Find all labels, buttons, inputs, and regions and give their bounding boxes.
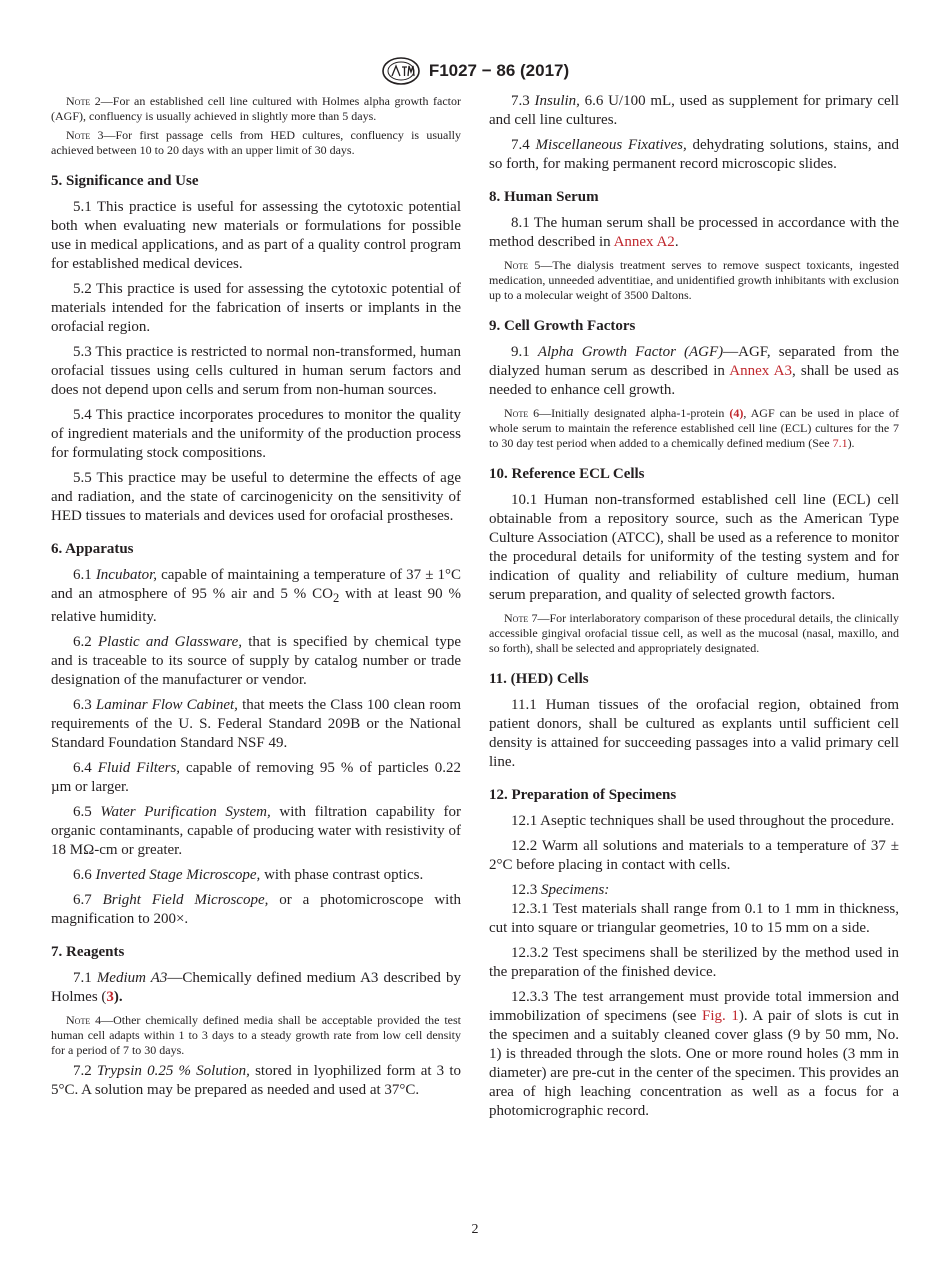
paragraph-6-3: 6.3 Laminar Flow Cabinet, that meets the Class 100 clean room requirements of the U. S. Federal Standard 209B or the National Standard Foundation Standard NSF 49. [51, 697, 462, 751]
paragraph-12-3-3: 12.3.3 The test arrangement must provide total immersion and immobilization of specimens (see Fig. 1). A pair of slots is cut in the specimen and a suitably cleaned cover glass (9 by 50 mm, No. 1) is threaded through the slots. One or more round holes (3 mm in diameter) are pre-cut in the center of the specimen. This provides an area of high leaching concentration as well as a focus for a photomicrographic record. [489, 989, 899, 1119]
paragraph-5-4: 5.4 This practice incorporates procedures to monitor the quality of ingredient materials and the uniformity of the production process for formulating stock compositions. [51, 407, 461, 461]
paragraph-12-1: 12.1 Aseptic techniques shall be used throughout the procedure. [511, 813, 895, 829]
note-4: Note 4—Other chemically defined media shall be acceptable provided the test human cell adapts within 1 to 3 days to a steady growth rate from low cell density for a period of 7 to 30 days. [51, 1013, 461, 1057]
reference-link-3[interactable]: 3 [106, 989, 114, 1005]
section-12-heading: 12. Preparation of Specimens [489, 787, 677, 803]
document-designation: F1027 − 86 (2017) [428, 61, 570, 80]
paragraph-7-3: 7.3 Insulin, 6.6 U/100 mL, used as supplement for primary cell and cell line cultures. [489, 93, 900, 128]
note-3: Note 3—For first passage cells from HED cultures, confluency is usually achieved between 10 to 20 days with an upper limit of 30 days. [51, 128, 461, 157]
paragraph-5-2: 5.2 This practice is used for assessing the cytotoxic potential of materials intended for the fabrication of inserts or implants in the orofacial region. [51, 281, 461, 335]
note-6: Note 6—Initially designated alpha-1-protein (4), AGF can be used in place of whole serum to maintain the reference established cell line (ECL) cultures for the 7 to 30 day test period when added to a chemically defined medium (See 7.1). [489, 406, 899, 450]
paragraph-6-7: 6.7 Bright Field Microscope, or a photomicroscope with magnification to 200×. [51, 892, 461, 927]
section-5-heading: 5. Significance and Use [51, 173, 199, 189]
paragraph-5-3: 5.3 This practice is restricted to normal non-transformed, human orofacial tissues using cells cultured in human serum factors and does not depend upon cells and serum from non-human sources. [51, 344, 461, 398]
section-9-heading: 9. Cell Growth Factors [489, 318, 636, 334]
paragraph-6-6: 6.6 Inverted Stage Microscope, with phase contrast optics. [73, 867, 424, 883]
reference-link-4[interactable]: (4) [729, 406, 744, 420]
section-7-heading: 7. Reagents [51, 944, 125, 960]
paragraph-7-2: 7.2 Trypsin 0.25 % Solution, stored in lyophilized form at 3 to 5°C. A solution may be prepared as needed and used at 37°C. [51, 1063, 462, 1098]
note-7: Note 7—For interlaboratory comparison of these procedural details, the clinically accessible gingival orofacial tissue cell, as well as the mucosal (nasal, maxillo, and so forth), shall be selected and appropriately designated. [489, 611, 899, 655]
paragraph-10-1: 10.1 Human non-transformed established cell line (ECL) cell obtainable from a repository source, such as the American Type Culture Association (ATCC), shall be used as a reference to monitor the procedural details for uniformity of the testing system and for indication of quality and reliability of culture medium, human serum preparation, and quality of selected growth factors. [489, 492, 899, 603]
page-header [0, 56, 950, 86]
page-number: 2 [471, 1222, 479, 1237]
paragraph-11-1: 11.1 Human tissues of the orofacial region, obtained from patient donors, shall be cultured as explants until sufficient cell density is attained for succeeding passages into a valid primary cell line. [489, 697, 899, 770]
paragraph-5-5: 5.5 This practice may be useful to determine the effects of age and radiation, and the state of carcinogenicity on the sensitivity of HED tissues to materials and devices used for orofacial prostheses. [51, 470, 461, 524]
right-column [489, 92, 899, 1127]
section-8-heading: 8. Human Serum [489, 189, 599, 205]
note-5: Note 5—The dialysis treatment serves to remove suspect toxicants, ingested medication, unneeded adventitiae, and unidentified growth inhibitants with exclusion up to a molecular weight of 3500 Daltons. [489, 258, 899, 302]
paragraph-12-3-2: 12.3.2 Test specimens shall be sterilized by the method used in the preparation of the finished device. [489, 945, 899, 980]
paragraph-12-2: 12.2 Warm all solutions and materials to a temperature of 37 ± 2°C before placing in contact with cells. [489, 838, 899, 873]
annex-a2-link[interactable]: Annex A2 [613, 234, 675, 250]
paragraph-7-4: 7.4 Miscellaneous Fixatives, dehydrating solutions, stains, and so forth, for making permanent record microscopic slides. [489, 137, 900, 172]
paragraph-5-1: 5.1 This practice is useful for assessing the cytotoxic potential both when evaluating new materials or formulations for possible use in medical applications, and as part of a quality control program for established medical devices. [51, 199, 461, 272]
paragraph-6-1: 6.1 Incubator, capable of maintaining a temperature of 37 ± 1°C and an atmosphere of 95 % air and 5 % $CO_2$ with at least 90 % relative humidity. [51, 567, 461, 625]
left-column [51, 92, 461, 1106]
section-10-heading: 10. Reference ECL Cells [489, 466, 645, 482]
section-6-heading: 6. Apparatus [51, 541, 134, 557]
annex-a3-link[interactable]: Annex A3 [729, 363, 792, 379]
paragraph-8-1: 8.1 The human serum shall be processed in accordance with the method described in Annex A2. [489, 215, 899, 250]
paragraph-6-5: 6.5 Water Purification System, with filtration capability for organic contaminants, capable of producing water with resistivity of 18 MΩ-cm or greater. [51, 804, 461, 858]
paragraph-9-1: 9.1 Alpha Growth Factor (AGF)—AGF, separated from the dialyzed human serum as described in Annex A3, shall be used as needed to enhance cell growth. [489, 344, 900, 398]
paragraph-6-4: 6.4 Fluid Filters, capable of removing 95 % of particles 0.22 µm or larger. [51, 760, 461, 795]
section-7-1-link[interactable]: 7.1 [832, 436, 848, 450]
astm-logo-icon [381, 56, 421, 86]
paragraph-12-3-1: 12.3.1 Test materials shall range from 0.1 to 1 mm in thickness, cut into square or triangular geometries, 10 to 15 mm on a side. [489, 901, 899, 936]
note-2: Note 2—For an established cell line cultured with Holmes alpha growth factor (AGF), confluency is usually achieved in slightly more than 5 days. [51, 94, 461, 123]
section-11-heading: 11. (HED) Cells [489, 671, 589, 687]
paragraph-12-3: 12.3 Specimens: [511, 882, 610, 898]
paragraph-7-1: 7.1 Medium A3—Chemically defined medium A3 described by Holmes (3). [51, 970, 461, 1005]
figure-1-link[interactable]: Fig. 1 [702, 1008, 739, 1024]
paragraph-6-2: 6.2 Plastic and Glassware, that is specified by chemical type and is traceable to its source of supply by catalog number or trade designation of the manufacturer or vendor. [51, 634, 461, 688]
